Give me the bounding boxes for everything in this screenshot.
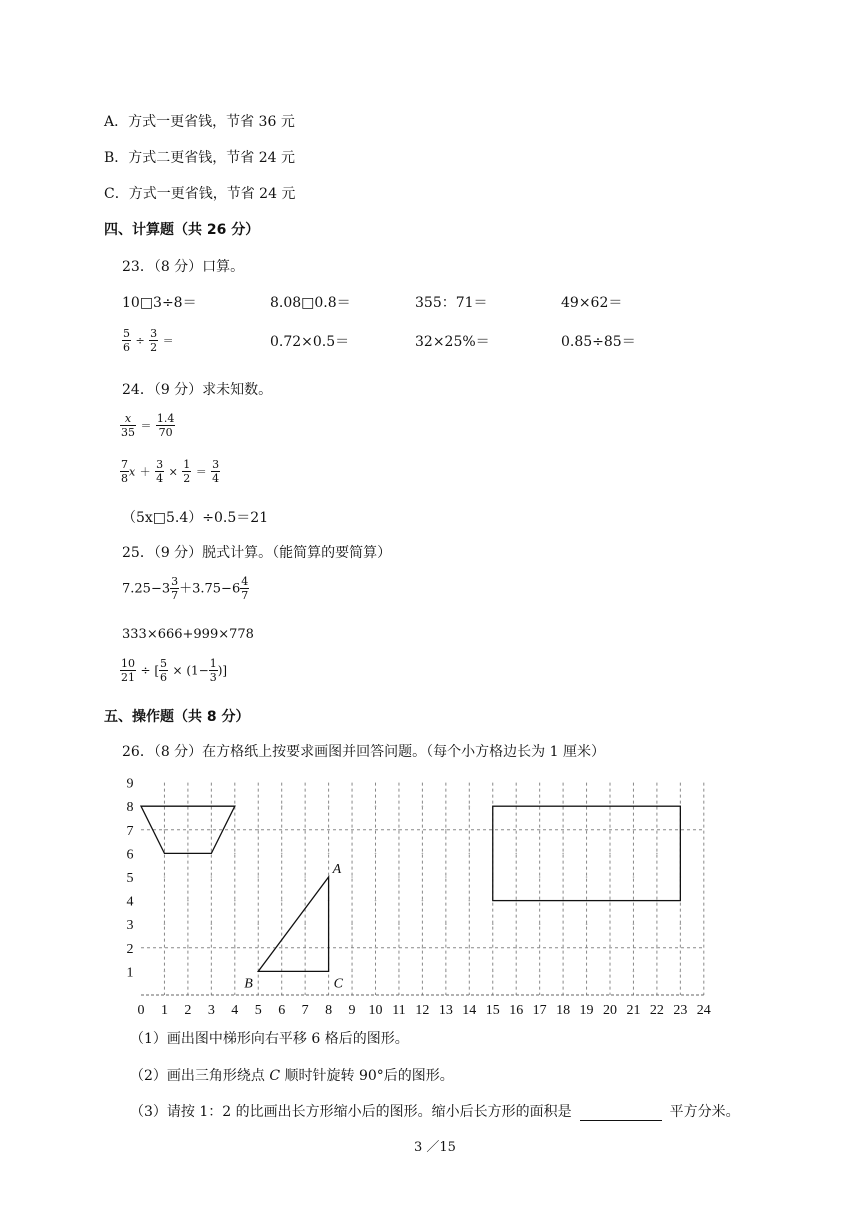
grid-dot bbox=[586, 829, 588, 831]
grid-dot bbox=[539, 923, 541, 925]
frac-den: 35 bbox=[121, 426, 135, 439]
triangle bbox=[258, 877, 328, 971]
grid-dot bbox=[234, 853, 236, 855]
q24-eq2 bbox=[120, 458, 220, 485]
grid-dot bbox=[304, 829, 306, 831]
q23-fraction-item bbox=[122, 327, 174, 354]
y-tick-label: 6 bbox=[126, 847, 134, 863]
grid-dot bbox=[515, 853, 517, 855]
sub3-text: （3）请按 1：2 的比画出长方形缩小后的图形。缩小后长方形的面积是 bbox=[130, 1104, 572, 1120]
expr-part: )] bbox=[217, 663, 228, 678]
grid-dot bbox=[328, 853, 330, 855]
grid-dot bbox=[398, 971, 400, 973]
q23-item-7: 0.85÷85＝ bbox=[561, 334, 636, 350]
grid-dot bbox=[398, 876, 400, 878]
point-c-label: C bbox=[269, 1068, 281, 1084]
y-tick-label: 7 bbox=[126, 823, 134, 839]
q23-item-4: 49×62＝ bbox=[561, 295, 623, 311]
grid-dot bbox=[164, 829, 166, 831]
grid-dot bbox=[422, 805, 424, 807]
q23-item-5: 0.72×0.5＝ bbox=[270, 334, 350, 350]
var-x: x bbox=[129, 465, 136, 479]
grid-dot bbox=[351, 876, 353, 878]
q23-item-6: 32×25%＝ bbox=[415, 334, 490, 350]
grid-dot bbox=[515, 947, 517, 949]
grid-dot bbox=[469, 805, 471, 807]
expr-part: ＋3.75−6 bbox=[179, 581, 241, 597]
grid-dot bbox=[633, 971, 635, 973]
section-4-title: 四、计算题（共 26 分） bbox=[104, 222, 260, 238]
frac-den: 2 bbox=[150, 341, 158, 354]
q25-expr-1 bbox=[122, 575, 249, 602]
grid-dot bbox=[445, 829, 447, 831]
grid-dot bbox=[633, 923, 635, 925]
y-tick-label: 2 bbox=[126, 941, 134, 957]
grid-dot bbox=[469, 853, 471, 855]
grid-dot bbox=[562, 853, 564, 855]
frac-num: 1.4 bbox=[156, 412, 175, 425]
frac-num: 3 bbox=[212, 458, 220, 471]
grid-dot bbox=[445, 876, 447, 878]
sub2-text: （2）画出三角形绕点 bbox=[130, 1068, 270, 1084]
point-b-label: B bbox=[244, 976, 253, 992]
frac-num: 4 bbox=[241, 575, 249, 588]
x-tick-label: 22 bbox=[649, 1003, 664, 1018]
x-tick-label: 18 bbox=[556, 1003, 571, 1018]
frac-den: 3 bbox=[209, 671, 217, 684]
grid-dot bbox=[187, 947, 189, 949]
grid-dot bbox=[351, 923, 353, 925]
grid-dot bbox=[234, 947, 236, 949]
frac-den: 4 bbox=[212, 472, 220, 485]
grid-dot bbox=[375, 900, 377, 902]
grid-dot bbox=[469, 900, 471, 902]
expr-part: 7.25−3 bbox=[122, 581, 171, 597]
grid-dot bbox=[304, 923, 306, 925]
grid-dot bbox=[281, 900, 283, 902]
sub2-text: 顺时针旋转 90°后的图形。 bbox=[280, 1068, 454, 1084]
point-c-label: C bbox=[333, 976, 343, 992]
grid-dot bbox=[211, 971, 213, 973]
x-tick-label: 4 bbox=[231, 1003, 239, 1018]
frac-den: 4 bbox=[156, 472, 164, 485]
frac-den: 7 bbox=[241, 589, 249, 602]
q24-eq1 bbox=[120, 412, 175, 439]
times: × bbox=[168, 465, 178, 479]
q23-title: 23．（8 分）口算。 bbox=[122, 259, 245, 275]
q25-expr-2: 333×666+999×778 bbox=[122, 627, 254, 642]
sub3-unit: 平方分米。 bbox=[669, 1104, 740, 1120]
x-tick-label: 2 bbox=[184, 1003, 192, 1018]
frac-den: 21 bbox=[121, 671, 135, 684]
grid-dot bbox=[164, 876, 166, 878]
x-tick-label: 5 bbox=[254, 1003, 262, 1018]
grid-dot bbox=[656, 853, 658, 855]
section-5-title: 五、操作题（共 8 分） bbox=[104, 709, 250, 725]
q23-item-1: 10□3÷8＝ bbox=[122, 295, 197, 311]
expr-part: ÷ [ bbox=[140, 663, 160, 678]
q26-sub1: （1）画出图中梯形向右平移 6 格后的图形。 bbox=[130, 1031, 409, 1047]
frac-den: 8 bbox=[121, 472, 128, 485]
grid-dot bbox=[445, 923, 447, 925]
grid-dot bbox=[422, 853, 424, 855]
grid-dot bbox=[398, 829, 400, 831]
grid-dot bbox=[656, 947, 658, 949]
x-tick-label: 23 bbox=[673, 1003, 688, 1018]
y-tick-label: 9 bbox=[126, 776, 134, 792]
answer-blank[interactable] bbox=[580, 1106, 662, 1121]
y-tick-label: 5 bbox=[126, 871, 134, 886]
frac-num: 3 bbox=[171, 575, 179, 588]
q26-title: 26．（8 分）在方格纸上按要求画图并回答问题。（每个小方格边长为 1 厘米） bbox=[122, 744, 605, 760]
x-tick-label: 19 bbox=[579, 1003, 594, 1018]
grid-dot bbox=[211, 923, 213, 925]
y-tick-label: 1 bbox=[126, 965, 134, 981]
frac-num: 1 bbox=[183, 458, 191, 471]
frac-num: 7 bbox=[121, 458, 128, 471]
x-tick-label: 17 bbox=[532, 1003, 547, 1018]
q23-item-3: 355：71＝ bbox=[415, 295, 488, 311]
frac-num: 5 bbox=[160, 657, 168, 670]
y-tick-label: 8 bbox=[126, 800, 134, 816]
x-tick-label: 24 bbox=[696, 1003, 711, 1018]
option-a: A．方式一更省钱，节省 36 元 bbox=[104, 114, 295, 130]
grid-dot bbox=[164, 923, 166, 925]
q25-title: 25．（9 分）脱式计算。（能简算的要简算） bbox=[122, 545, 392, 561]
grid-dot bbox=[422, 900, 424, 902]
q25-expr-3 bbox=[120, 657, 227, 684]
frac-num: 3 bbox=[156, 458, 164, 471]
frac-den: 7 bbox=[171, 589, 179, 602]
grid-dot bbox=[164, 971, 166, 973]
expr-part: × (1− bbox=[172, 663, 209, 678]
grid-dot bbox=[539, 829, 541, 831]
frac-den: 6 bbox=[123, 341, 130, 354]
frac-den: 70 bbox=[158, 426, 173, 439]
grid-dot bbox=[234, 900, 236, 902]
x-tick-label: 15 bbox=[485, 1003, 500, 1018]
grid-dot bbox=[375, 853, 377, 855]
x-tick-label: 3 bbox=[207, 1003, 215, 1018]
grid-dot bbox=[281, 947, 283, 949]
grid-dot bbox=[211, 829, 213, 831]
grid-dot bbox=[398, 923, 400, 925]
y-tick-label: 3 bbox=[126, 918, 134, 934]
grid-dot bbox=[633, 829, 635, 831]
grid-dot bbox=[586, 971, 588, 973]
x-tick-label: 7 bbox=[301, 1003, 309, 1018]
grid-dot bbox=[257, 829, 259, 831]
x-tick-label: 21 bbox=[626, 1003, 641, 1018]
x-tick-label: 8 bbox=[325, 1003, 333, 1018]
x-tick-label: 20 bbox=[603, 1003, 617, 1018]
grid-dot bbox=[562, 947, 564, 949]
grid-dot bbox=[304, 876, 306, 878]
grid-dot bbox=[187, 900, 189, 902]
grid-dot bbox=[375, 947, 377, 949]
frac-num: 3 bbox=[150, 327, 158, 340]
grid-dot bbox=[680, 971, 682, 973]
grid-dot bbox=[351, 829, 353, 831]
grid-dot bbox=[445, 971, 447, 973]
x-tick-label: 14 bbox=[462, 1003, 477, 1018]
grid-dot bbox=[586, 876, 588, 878]
grid-dot bbox=[492, 971, 494, 973]
grid-figure bbox=[110, 770, 720, 1020]
grid-dot bbox=[257, 923, 259, 925]
grid-dot bbox=[469, 947, 471, 949]
grid-dot bbox=[328, 805, 330, 807]
grid-dot bbox=[211, 876, 213, 878]
grid-dot bbox=[633, 876, 635, 878]
equals: ＝ bbox=[195, 465, 207, 479]
grid-dot bbox=[351, 971, 353, 973]
x-tick-label: 1 bbox=[160, 1003, 168, 1018]
grid-dot bbox=[257, 876, 259, 878]
grid-dot bbox=[539, 876, 541, 878]
grid-dot bbox=[492, 923, 494, 925]
frac-num: 10 bbox=[121, 657, 135, 670]
grid-dot bbox=[539, 971, 541, 973]
page-number: 3 ／15 bbox=[414, 1140, 456, 1155]
grid-dot bbox=[281, 805, 283, 807]
q23-item-2: 8.08□0.8＝ bbox=[270, 295, 351, 311]
q26-sub3 bbox=[130, 1103, 740, 1121]
frac-den: 2 bbox=[183, 472, 191, 485]
x-tick-label: 9 bbox=[348, 1003, 356, 1018]
q24-eq3: （5x□5.4）÷0.5＝21 bbox=[122, 510, 269, 526]
grid-dot bbox=[586, 923, 588, 925]
x-tick-label: 11 bbox=[392, 1003, 406, 1018]
frac-num: 5 bbox=[123, 327, 130, 340]
plus: ＋ bbox=[139, 465, 151, 479]
equals: ＝ bbox=[162, 334, 174, 348]
equals: ＝ bbox=[140, 419, 152, 433]
x-tick-label: 16 bbox=[509, 1003, 524, 1018]
option-c: C．方式一更省钱，节省 24 元 bbox=[104, 186, 296, 202]
grid-dot bbox=[375, 805, 377, 807]
grid-dot bbox=[609, 947, 611, 949]
q24-title: 24．（9 分）求未知数。 bbox=[122, 382, 273, 398]
x-tick-label: 6 bbox=[278, 1003, 286, 1018]
frac-num: x bbox=[120, 412, 136, 426]
q26-sub2 bbox=[130, 1067, 454, 1085]
frac-num: 1 bbox=[209, 657, 217, 670]
grid-dot bbox=[281, 853, 283, 855]
x-tick-label: 0 bbox=[137, 1003, 145, 1018]
x-tick-label: 12 bbox=[415, 1003, 430, 1018]
point-a-label: A bbox=[332, 862, 342, 877]
y-tick-label: 4 bbox=[126, 894, 134, 910]
op: ÷ bbox=[135, 334, 145, 348]
x-tick-label: 10 bbox=[368, 1003, 383, 1018]
option-b: B．方式二更省钱，节省 24 元 bbox=[104, 150, 296, 166]
x-tick-label: 13 bbox=[438, 1003, 453, 1018]
grid-dot bbox=[609, 853, 611, 855]
frac-den: 6 bbox=[160, 671, 168, 684]
grid-dot bbox=[422, 947, 424, 949]
grid-dot bbox=[680, 923, 682, 925]
